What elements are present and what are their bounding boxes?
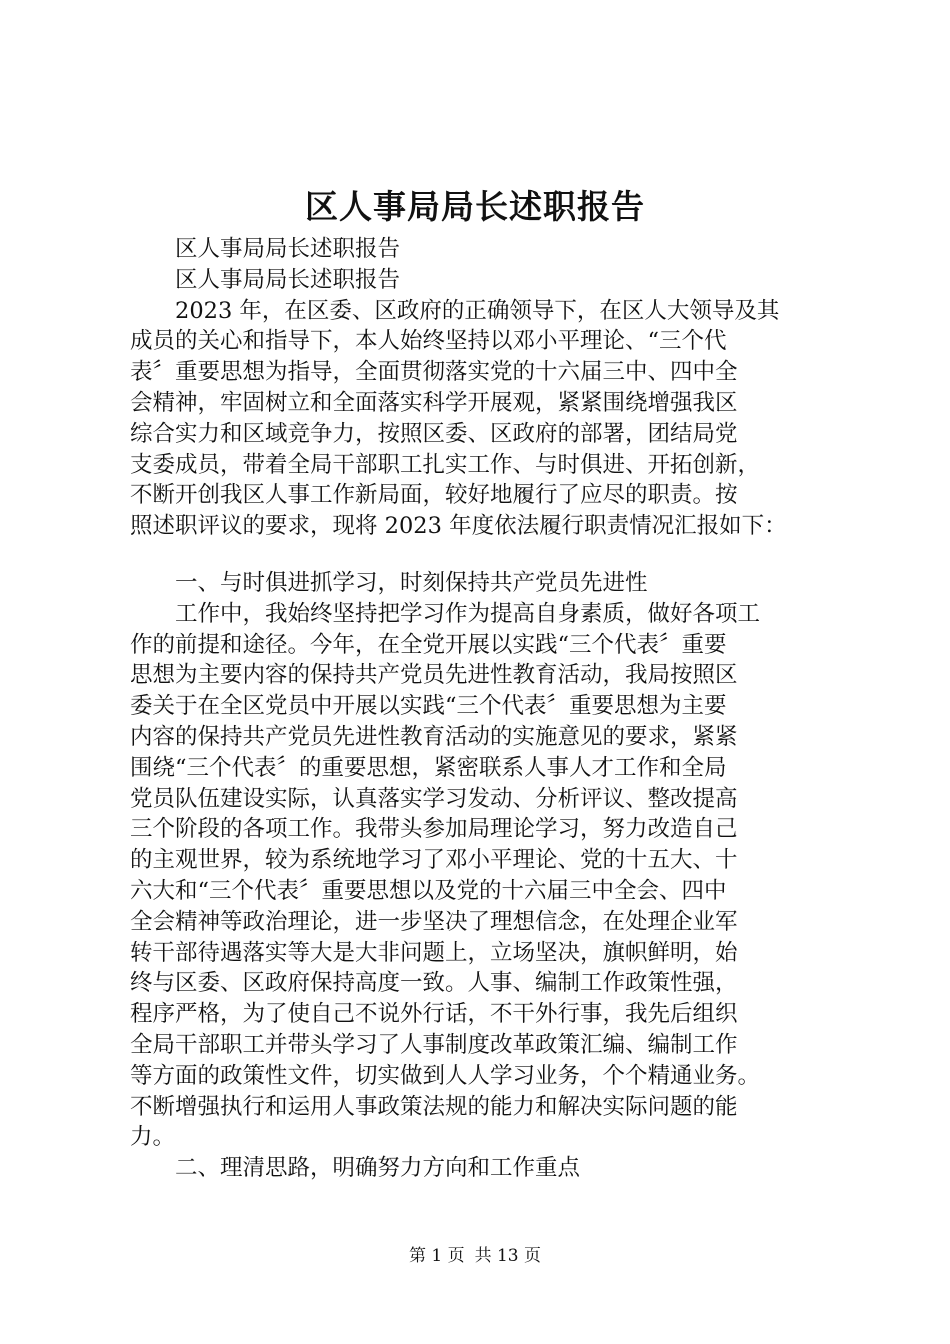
page-footer <box>0 1244 950 1268</box>
paragraph-line: 会精神，牢固树立和全面落实科学开展观，紧紧围绕增强我区 <box>130 389 738 416</box>
paragraph-line: 思想为主要内容的保持共产党员先进性教育活动，我局按照区 <box>130 662 738 689</box>
subtitle-line: 区人事局局长述职报告 <box>175 266 401 293</box>
paragraph-line: 2023 年，在区委、区政府的正确领导下，在区人大领导及其 <box>175 297 780 324</box>
paragraph-line: 全局干部职工并带头学习了人事制度改革政策汇编、编制工作 <box>130 1031 738 1058</box>
paragraph-line: 支委成员，带着全局干部职工扎实工作、与时俱进、开拓创新， <box>130 451 761 478</box>
paragraph-line: 内容的保持共产党员先进性教育活动的实施意见的要求，紧紧 <box>130 723 738 750</box>
paragraph-line: 照述职评议的要求，现将 2023 年度依法履行职责情况汇报如下： <box>130 513 787 540</box>
paragraph-line: 的主观世界，较为系统地学习了邓小平理论、党的十五大、十 <box>130 847 738 874</box>
section-heading: 二、理清思路，明确努力方向和工作重点 <box>175 1155 581 1182</box>
paragraph-line: 程序严格，为了使自己不说外行话，不干外行事，我先后组织 <box>130 1001 738 1028</box>
paragraph-line: 围绕“三个代表〞的重要思想，紧密联系人事人才工作和全局 <box>130 754 727 781</box>
paragraph-line: 三个阶段的各项工作。我带头参加局理论学习，努力改造自己 <box>130 816 738 843</box>
paragraph-line: 不断增强执行和运用人事政策法规的能力和解决实际问题的能 <box>130 1093 738 1120</box>
page-total: 共 13 页 <box>474 1246 542 1266</box>
subtitle-line: 区人事局局长述职报告 <box>175 236 401 262</box>
paragraph-line: 力。 <box>130 1124 176 1151</box>
paragraph-line: 不断开创我区人事工作新局面，较好地履行了应尽的职责。按 <box>130 482 738 509</box>
paragraph-line: 全会精神等政治理论，进一步坚决了理想信念，在处理企业军 <box>130 908 738 935</box>
document-body <box>130 234 832 1184</box>
paragraph-line: 工作中，我始终坚持把学习作为提高自身素质，做好各项工 <box>175 600 761 627</box>
paragraph-line: 转干部待遇落实等大是大非问题上，立场坚决，旗帜鲜明，始 <box>130 939 738 966</box>
paragraph-line: 综合实力和区域竞争力，按照区委、区政府的部署，团结局党 <box>130 420 738 447</box>
document-title: 区人事局局长述职报告 <box>305 187 645 226</box>
paragraph-line: 六大和“三个代表〞重要思想以及党的十六届三中全会、四中 <box>130 877 727 904</box>
paragraph-line: 委关于在全区党员中开展以实践“三个代表〞重要思想为主要 <box>130 693 727 720</box>
page-number: 第 1 页 <box>408 1246 465 1266</box>
paragraph-line: 作的前提和途径。今年，在全党开展以实践“三个代表〞重要 <box>130 631 727 658</box>
paragraph-line: 终与区委、区政府保持高度一致。人事、编制工作政策性强， <box>130 970 738 997</box>
section-heading: 一、与时俱进抓学习，时刻保持共产党员先进性 <box>175 569 648 596</box>
paragraph-line: 成员的关心和指导下，本人始终坚持以邓小平理论、“三个代 <box>130 328 727 355</box>
paragraph-line: 表〞重要思想为指导，全面贯彻落实党的十六届三中、四中全 <box>130 359 738 386</box>
paragraph-line: 党员队伍建设实际，认真落实学习发动、分析评议、整改提高 <box>130 785 738 812</box>
paragraph-line: 等方面的政策性文件，切实做到人人学习业务，个个精通业务。 <box>130 1062 761 1089</box>
